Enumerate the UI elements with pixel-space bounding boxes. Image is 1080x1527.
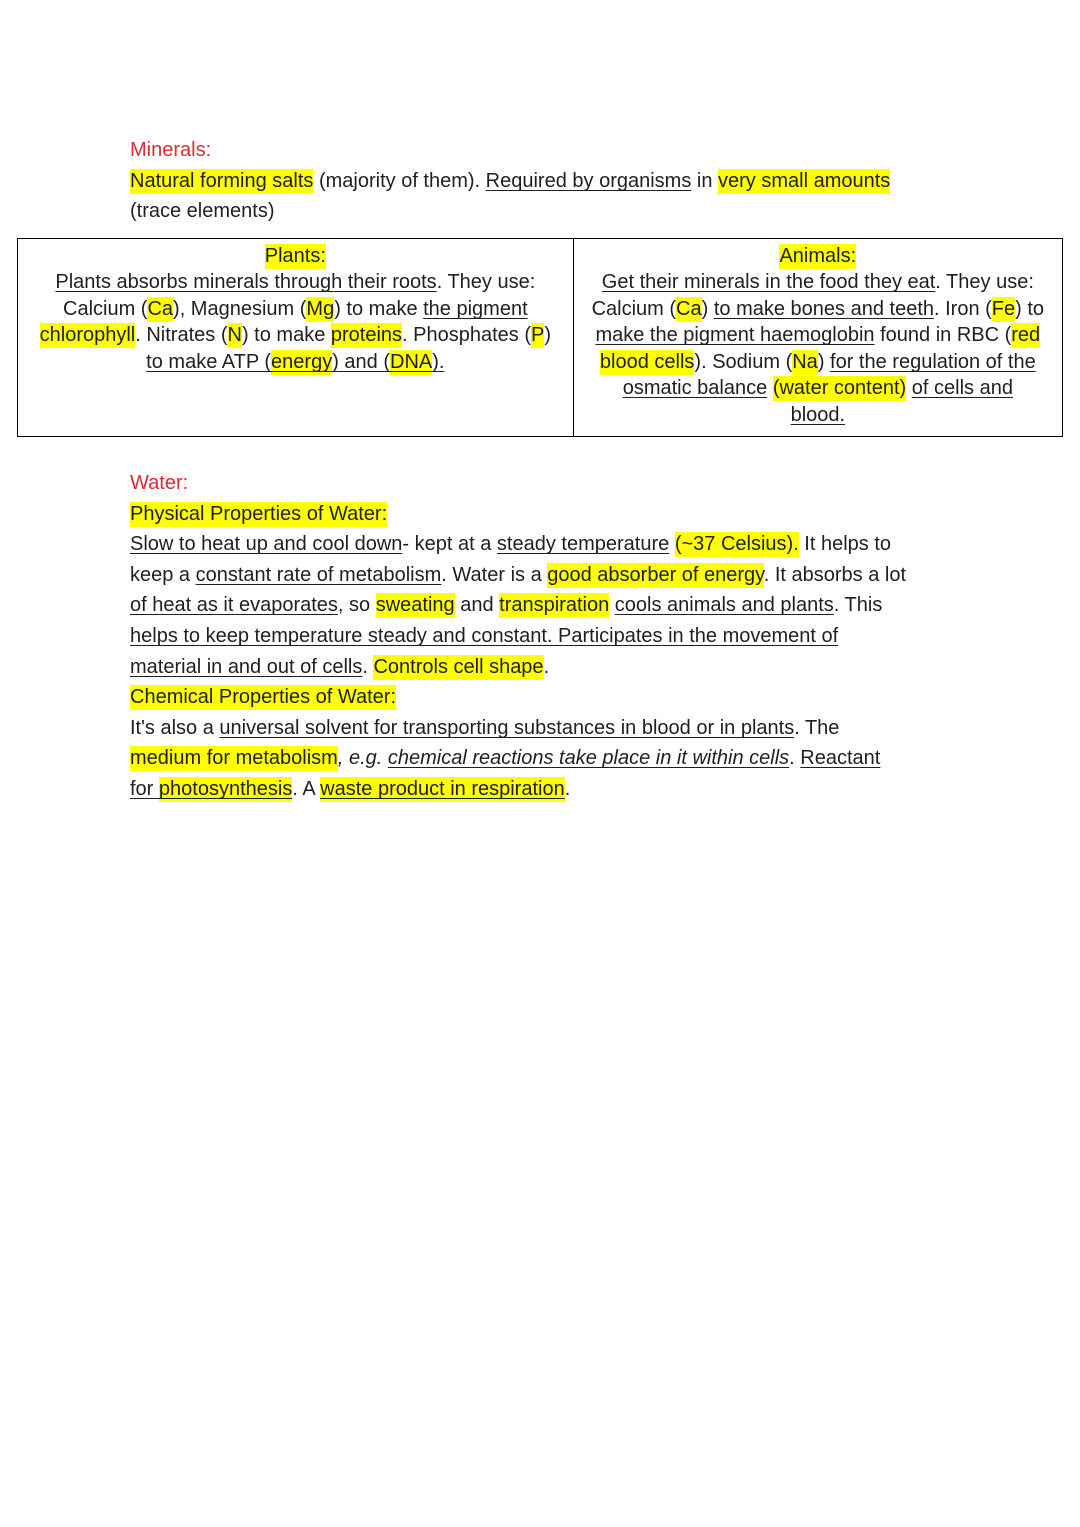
water-heading: Water: xyxy=(130,472,189,494)
table-row xyxy=(18,238,1063,437)
minerals-section xyxy=(130,0,950,227)
plants-cell: Plants: Plants absorbs minerals through their roots. They use: Calcium (Ca), Magnesium (Mg) to make the pigment chlorophyll. Nitrates (N) to make proteins. Phosphates (P) to make ATP (energy) and (DNA). xyxy=(18,238,574,437)
animals-cell: Animals: Get their minerals in the food they eat. They use: Calcium (Ca) to make bones and teeth. Iron (Fe) to make the pigment haemoglobin found in RBC (red blood cells). Sodium (Na) for the regulation of the osmatic balance (water content) of cells and blood. xyxy=(573,238,1062,437)
physical-properties-paragraph: Physical Properties of Water: Slow to heat up and cool down- kept at a steady temperature (~37 Celsius). It helps to keep a constant rate of metabolism. Water is a good absorber of energy. It absorbs a lot of heat as it evaporates, so sweating and transpiration cools animals and plants. This helps to keep temperature steady and constant. Participates in the movement of material in and out of cells. Controls cell shape. xyxy=(130,502,906,678)
minerals-heading: Minerals: xyxy=(130,139,212,161)
minerals-paragraph: Natural forming salts (majority of them). Required by organisms in very small amounts (trace elements) xyxy=(130,169,891,222)
chemical-properties-paragraph: Chemical Properties of Water: It's also a universal solvent for transporting substances in blood or in plants. The medium for metabolism, e.g. chemical reactions take place in it within cells. Reactant for photosynthesis. A waste product in respiration. xyxy=(130,686,881,800)
water-section xyxy=(130,468,960,805)
minerals-table xyxy=(17,238,1063,438)
